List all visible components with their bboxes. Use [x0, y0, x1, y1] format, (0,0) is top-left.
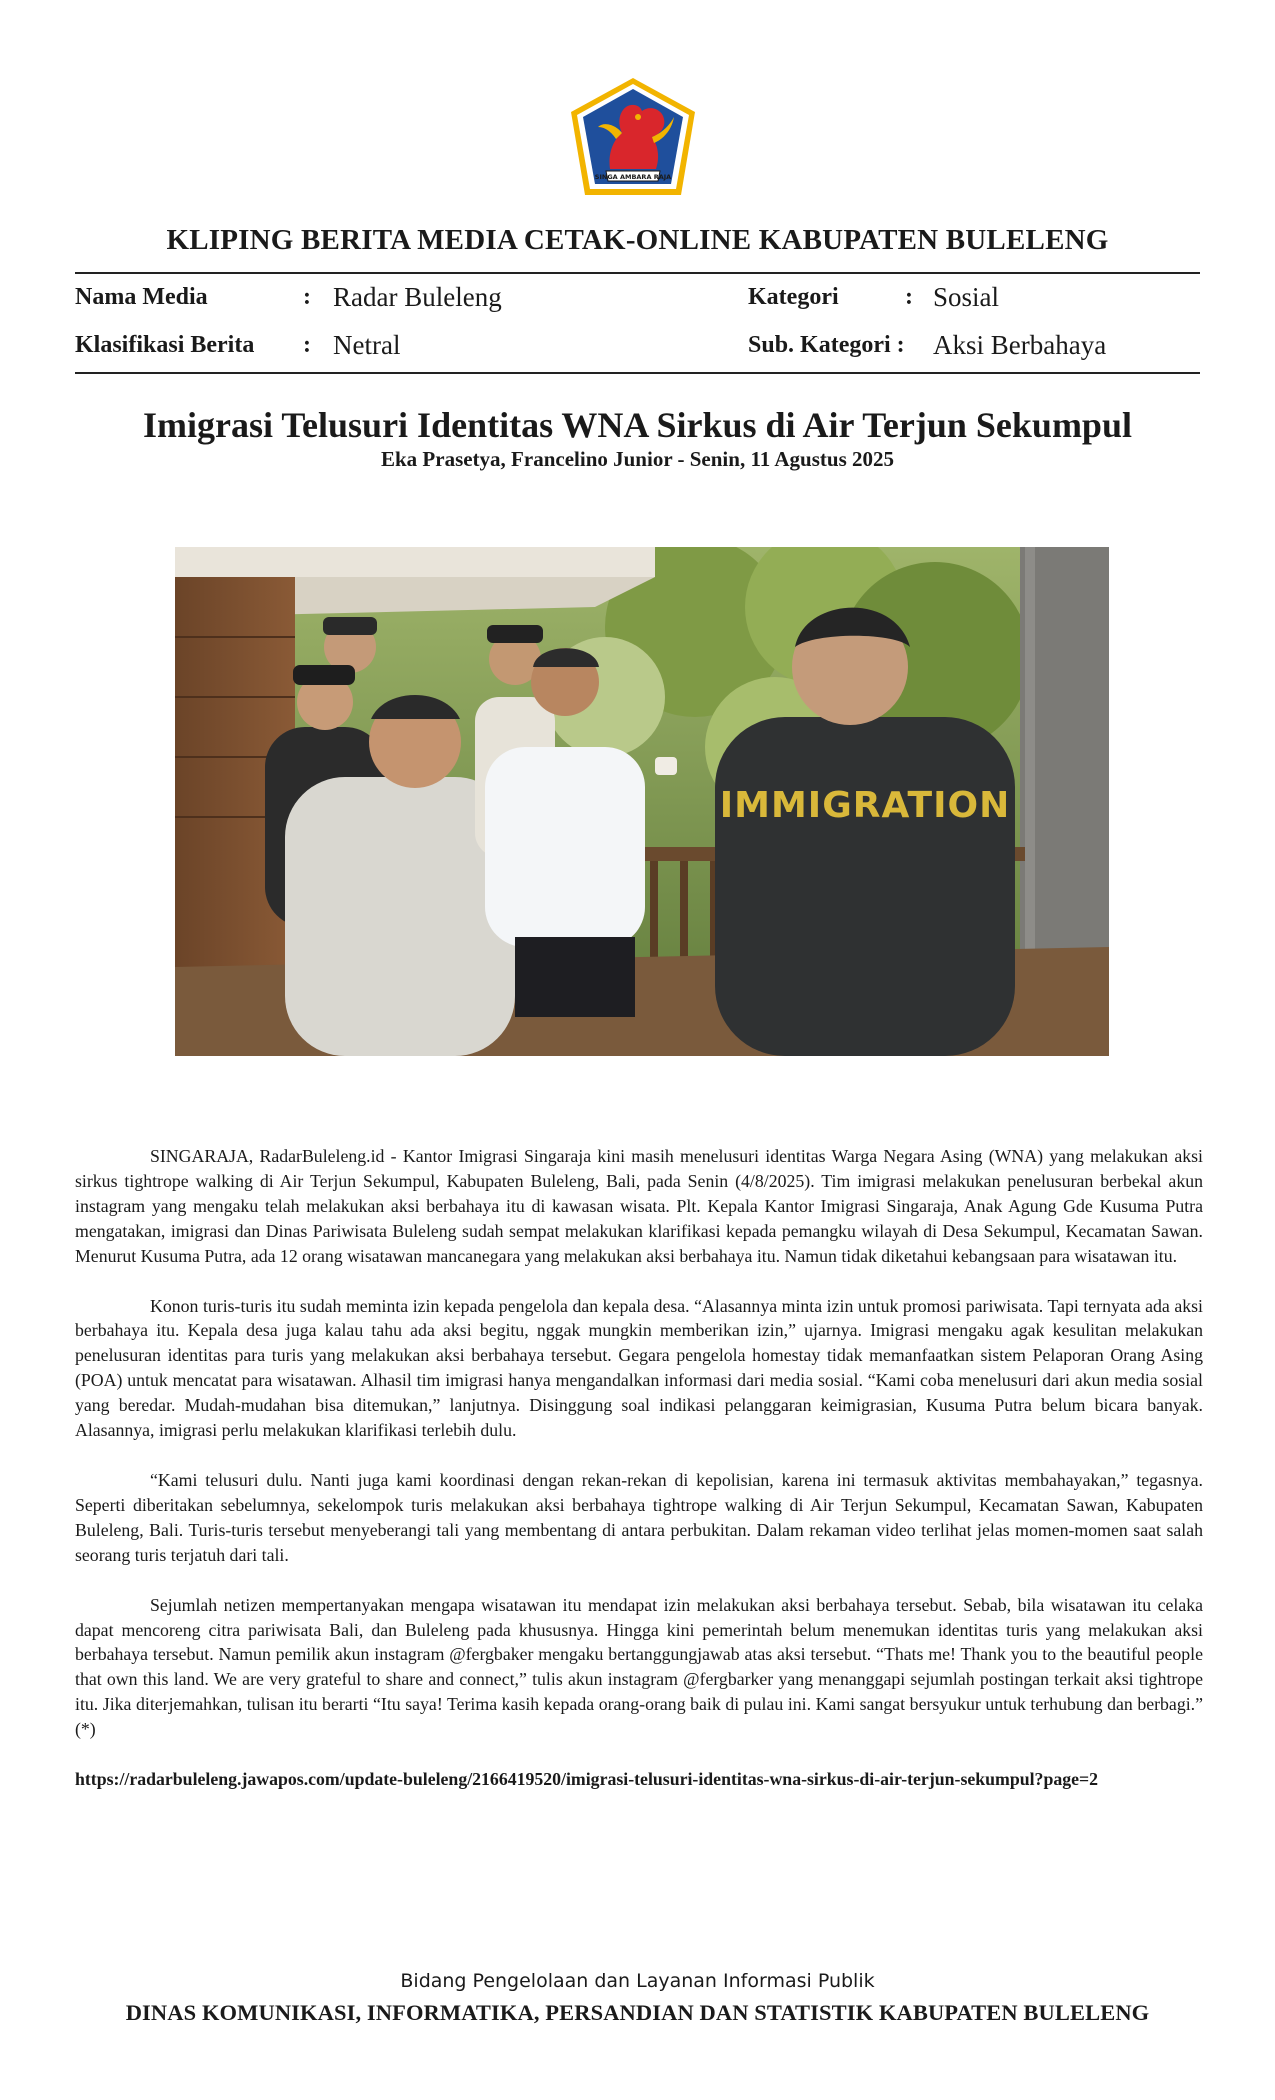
footer-division: Bidang Pengelolaan dan Layanan Informasi Publik	[400, 1970, 875, 1992]
svg-text:IMMIGRATION: IMMIGRATION	[719, 785, 1011, 826]
article-paragraph-3: “Kami telusuri dulu. Nanti juga kami koordinasi dengan rekan-rekan di kepolisian, karena ini termasuk aktivitas membahayakan,” tegasnya. Seperti diberitakan sebelumnya, sekelompok turis melakukan aksi berbahaya tightrope walking di Air Terjun Sekumpul, Kecamatan Sawan, Kabupaten Buleleng, Bali. Turis-turis tersebut menyeberangi tali yang membentang di antara perbukitan. Dalam rekaman video terlihat jelas momen-momen saat salah seorang turis terjatuh dari tali.	[75, 1469, 1203, 1565]
kategori-value: Sosial	[933, 282, 1000, 312]
lion-crest-icon	[566, 75, 700, 201]
kategori-label: Kategori	[748, 284, 839, 310]
regency-logo	[566, 75, 700, 201]
klasifikasi-colon: :	[303, 332, 311, 358]
header-divider-bottom	[75, 372, 1200, 374]
klasifikasi-value: Netral	[333, 330, 401, 360]
article-body	[75, 1144, 1203, 1817]
svg-text:SINGA AMBARA RAJA: SINGA AMBARA RAJA	[594, 173, 672, 181]
article-paragraph-2: Konon turis-turis itu sudah meminta izin kepada pengelola dan kepala desa. “Alasannya minta izin untuk promosi pariwisata. Tapi ternyata ada aksi berbahaya itu. Kepala desa juga kalau tahu ada aksi begitu, nggak mungkin memberikan izin,” ujarnya. Imigrasi mengaku agak kesulitan melakukan penelusuran identitas para turis yang melakukan aksi berbahaya tersebut. Gegara pengelola homestay tidak memanfaatkan sistem Pelaporan Orang Asing (POA) untuk mencatat para wisatawan. Alhasil tim imigrasi hanya mengandalkan informasi dari media sosial. “Kami coba menelusuri dari akun media sosial yang beredar. Mudah-mudahan bisa ditemukan,” lanjutnya. Disinggung soal indikasi pelanggaran keimigrasian, Kusuma Putra belum bicara banyak. Alasannya, imigrasi perlu melakukan klarifikasi terlebih dulu.	[75, 1295, 1203, 1441]
kategori-colon: :	[905, 284, 913, 310]
source-url: https://radarbuleleng.jawapos.com/update-buleleng/2166419520/imigrasi-telusuri-identitas-wna-sirkus-di-air-terjun-sekumpul?page=2	[75, 1769, 1099, 1790]
sub-kategori-label: Sub. Kategori :	[748, 332, 905, 358]
article-byline: Eka Prasetya, Francelino Junior - Senin, 11 Agustus 2025	[380, 447, 894, 471]
media-label: Nama Media	[75, 284, 208, 310]
article-photo	[175, 547, 1109, 1056]
media-value: Radar Buleleng	[333, 282, 502, 312]
article-paragraph-4: Sejumlah netizen mempertanyakan mengapa wisatawan itu mendapat izin melakukan aksi berbahaya tersebut. Sebab, bila wisatawan itu celaka dapat mencoreng citra pariwisata Bali, dan Buleleng pada khususnya. Hingga kini pemerintah belum menemukan identitas turis yang melakukan aksi berbahaya tersebut. Namun pemilik akun instagram @fergbaker mengaku bertanggungjawab atas aksi tersebut. “Thats me! Thank you to the beautiful people that own this land. We are very grateful to share and connect,” tulis akun instagram @fergbarker yang menanggapi sejumlah postingan terkait aksi tightrope itu. Jika diterjemahkan, tulisan itu berarti “Itu saya! Terima kasih kepada orang-orang baik di pulau ini. Kami sangat bersyukur untuk terhubung dan berbagi.” (*)	[75, 1594, 1203, 1740]
sub-kategori-value: Aksi Berbahaya	[933, 330, 1107, 360]
media-colon: :	[303, 284, 311, 310]
document-title: KLIPING BERITA MEDIA CETAK-ONLINE KABUPATEN BULELENG	[166, 224, 1109, 256]
klasifikasi-label: Klasifikasi Berita	[75, 332, 255, 358]
article-paragraph-1: SINGARAJA, RadarBuleleng.id - Kantor Imigrasi Singaraja kini masih menelusuri identitas Warga Negara Asing (WNA) yang melakukan aksi sirkus tightrope walking di Air Terjun Sekumpul, Kabupaten Buleleng, Bali, pada Senin (4/8/2025). Tim imigrasi melakukan penelusuran berbekal akun instagram yang mengaku telah melakukan aksi berbahaya itu di kawasan wisata. Plt. Kepala Kantor Imigrasi Singaraja, Anak Agung Gde Kusuma Putra mengatakan, imigrasi dan Dinas Pariwisata Buleleng sudah sempat melakukan klarifikasi kepada pemangku wilayah di Desa Sekumpul, Kecamatan Sawan. Menurut Kusuma Putra, ada 12 orang wisatawan mancanegara yang melakukan aksi berbahaya itu. Namun tidak diketahui kebangsaan para wisatawan itu.	[75, 1146, 1203, 1266]
footer-agency: DINAS KOMUNIKASI, INFORMATIKA, PERSANDIAN DAN STATISTIK KABUPATEN BULELENG	[125, 2000, 1150, 2025]
header-divider-top	[75, 272, 1200, 274]
article-headline: Imigrasi Telusuri Identitas WNA Sirkus di Air Terjun Sekumpul	[143, 405, 1132, 445]
